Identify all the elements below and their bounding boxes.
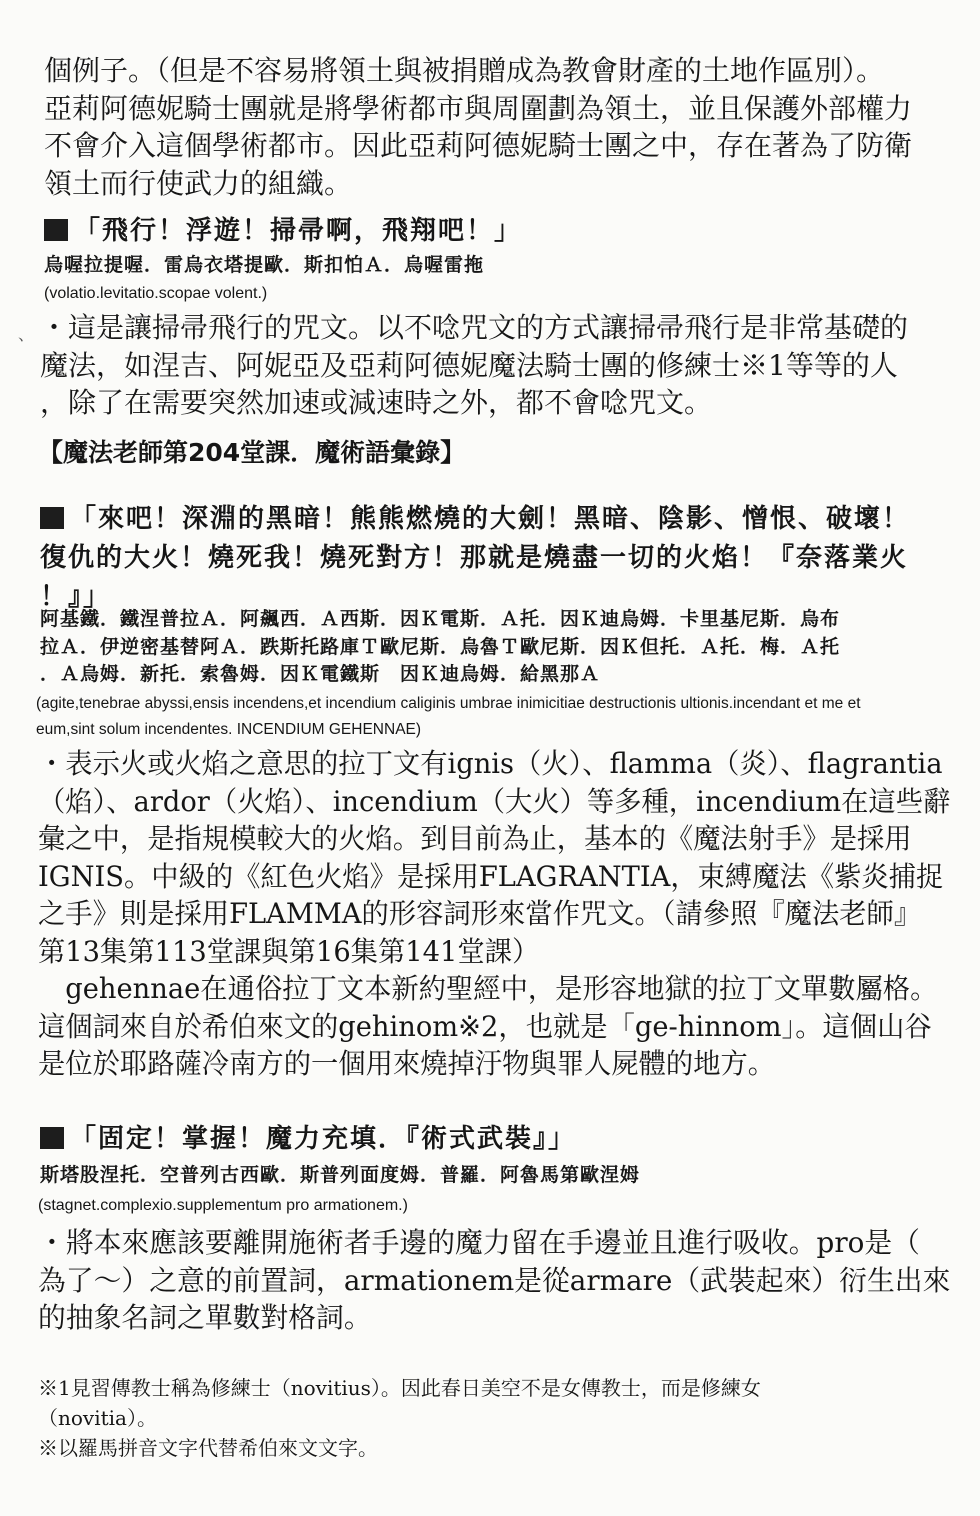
spell-heading-text: ！』」 (40, 582, 112, 612)
text-line: 第13集第113堂課與第16集第141堂課） (38, 934, 540, 968)
spell-katakana-reading (40, 606, 840, 689)
text-line: (agite,tenebrae abyssi,ensis incendens,et incendium caliginis umbrae inimicitiae destructionis ultionis.incendant et me et (36, 695, 861, 712)
spell-heading-gehenna (40, 500, 910, 617)
text-line: 亞莉阿德妮騎士團就是將學術都市與周圍劃為領土，並且保護外部權力 (44, 91, 913, 125)
black-square-bullet-icon (40, 1127, 64, 1149)
spell-heading-text: 「固定！掌握！魔力充填．『術式武裝』」 (70, 1124, 577, 1154)
text-line: 為了～）之意的前置詞，armationem是從armare（武裝起來）衍生出來 (38, 1263, 951, 1297)
text-line: ・這是讓掃帚飛行的咒文。以不唸咒文的方式讓掃帚飛行是非常基礎的 (40, 311, 909, 344)
spell-explanation (38, 745, 974, 1083)
text-line: ・表示火或火焰之意思的拉丁文有ignis（火）、flamma（炎）、flagrantia (38, 747, 943, 780)
text-line: eum,sint solum incendentes. INCENDIUM GEHENNAE) (36, 721, 422, 738)
intro-paragraph (44, 52, 912, 202)
text-line: 之手》則是採用FLAMMA的形容詞形來當作咒文。（請參照『魔法老師』 (38, 897, 922, 930)
spell-katakana-reading: 斯塔股涅托．空普列古西歐．斯普列面度姆．普羅．阿魯馬第歐涅姆 (40, 1164, 641, 1186)
footnote-line: （novitia）。 (38, 1406, 157, 1430)
spell-katakana-reading: 烏喔拉提喔．雷烏衣塔提歐．斯扣怕Ａ．烏喔雷拖 (44, 254, 485, 276)
footnotes (38, 1373, 761, 1463)
spell-latin-text (36, 691, 861, 743)
black-square-bullet-icon (44, 219, 68, 241)
spell-latin-text: (volatio.levitatio.scopae volent.) (44, 285, 268, 302)
spell-heading-text: 復仇的大火！燒死我！燒死對方！那就是燒盡一切的火焰！『奈落業火 (40, 543, 909, 573)
spell-latin-text: (stagnet.complexio.supplementum pro armationem.) (38, 1197, 408, 1214)
text-line: gehennae在通俗拉丁文本新約聖經中，是形容地獄的拉丁文單數屬格。 (38, 972, 938, 1005)
text-line: ，除了在需要突然加速或減速時之外，都不會唸咒文。 (40, 386, 713, 419)
stray-mark: 、 (18, 325, 35, 344)
text-line: 這個詞來自於希伯來文的gehinom※2，也就是「ge-hinnom」。這個山谷 (38, 1009, 932, 1043)
text-line: ・將本來應該要離開施術者手邊的魔力留在手邊並且進行吸收。pro是（ (38, 1226, 920, 1259)
text-line: IGNIS。中級的《紅色火焰》是採用FLAGRANTIA，束縛魔法《紫炎捕捉 (38, 859, 944, 893)
text-line: （焰）、ardor（火焰）、incendium（大火）等多種，incendium在這些辭 (38, 784, 951, 818)
text-line: 阿基鐵．鐵涅普拉Ａ．阿飆西．Ａ西斯．因Ｋ電斯．Ａ托．因Ｋ迪烏姆．卡里基尼斯．烏布 (40, 608, 841, 630)
footnote-line: ※以羅馬拼音文字代替希伯來文文字。 (38, 1436, 378, 1460)
black-square-bullet-icon (40, 507, 64, 529)
text-line: 彙之中，是指規模較大的火焰。到目前為止，基本的《魔法射手》是採用 (38, 822, 912, 855)
text-line: 不會介入這個學術都市。因此亞莉阿德妮騎士團之中，存在著為了防衛 (44, 129, 913, 162)
spell-explanation (38, 1224, 957, 1337)
spell-explanation (40, 309, 908, 422)
text-line: 個例子。（但是不容易將領土與被捐贈成為教會財產的土地作區別）。 (44, 54, 885, 87)
text-line: 魔法，如涅吉、阿妮亞及亞莉阿德妮魔法騎士團的修練士※1等等的人 (40, 348, 898, 382)
spell-heading-text: 「來吧！深淵的黑暗！熊熊燃燒的大劍！黑暗、陰影、憎恨、破壞！ (70, 504, 911, 534)
text-line: 的抽象名詞之單數對格詞。 (38, 1301, 372, 1334)
text-line: ．Ａ烏姆．新托．索魯姆．因Ｋ電鐵斯 因Ｋ迪烏姆．給黑那Ａ (40, 663, 601, 685)
text-line: 領土而行使武力的組織。 (44, 166, 353, 200)
footnote-line: ※1見習傳教士稱為修練士（novitius）。因此春日美空不是女傳教士，而是修練女 (38, 1376, 761, 1400)
spell-heading-armament (40, 1120, 576, 1159)
spell-heading-text: 「飛行！浮遊！掃帚啊，飛翔吧！」 (74, 216, 523, 246)
text-line: 拉Ａ．伊逆密基替阿Ａ．跌斯托路庫Ｔ歐尼斯．烏魯Ｔ歐尼斯．因Ｋ但托．Ａ托．梅．Ａ托 (40, 635, 841, 658)
spell-heading-flight (44, 212, 522, 251)
section-title: 【魔法老師第204堂課．魔術語彙錄】 (38, 438, 466, 467)
text-line: 是位於耶路薩冷南方的一個用來燒掉汙物與罪人屍體的地方。 (38, 1047, 776, 1080)
